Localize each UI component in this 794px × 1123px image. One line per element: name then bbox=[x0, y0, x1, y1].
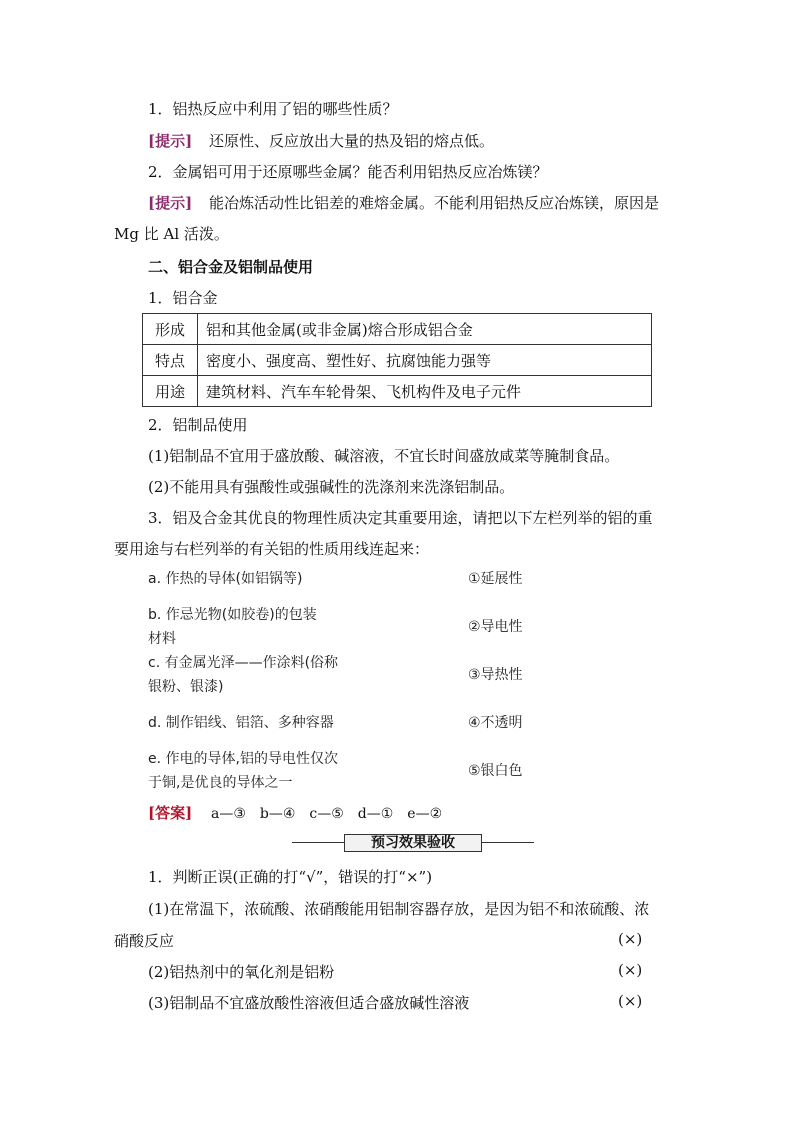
judge-item-2: (2)铝热剂中的氧化剂是铝粉 bbox=[148, 963, 335, 981]
left-item-d: d. 制作铝线、铝箔、多种容器 bbox=[148, 715, 334, 731]
table-row bbox=[143, 314, 652, 345]
judge-mark-3: (×) bbox=[618, 992, 643, 1010]
answer bbox=[148, 802, 442, 823]
right-item-1: ①延展性 bbox=[468, 571, 523, 587]
banner-rule-left bbox=[292, 842, 344, 843]
left-item-e-line2: 于铜,是优良的导体之一 bbox=[148, 775, 293, 791]
right-item-5: ⑤银白色 bbox=[468, 763, 523, 779]
banner-rule-right bbox=[482, 842, 534, 843]
section-heading: 二、铝合金及铝制品使用 bbox=[148, 258, 314, 276]
tip-label: [提示] bbox=[148, 194, 193, 212]
right-item-4: ④不透明 bbox=[468, 715, 523, 731]
tip-label: [提示] bbox=[148, 132, 193, 150]
answer-text: a—③ b—④ c—⑤ d—① e—② bbox=[210, 806, 443, 822]
table-cell-value: 建筑材料、汽车车轮骨架、飞机构件及电子元件 bbox=[198, 376, 652, 407]
left-item-b-line2: 材料 bbox=[148, 631, 176, 647]
usage-2: (2)不能用具有强酸性或强碱性的洗涤剂来洗涤铝制品。 bbox=[148, 478, 515, 496]
right-item-2: ②导电性 bbox=[468, 619, 523, 635]
subheading-usage: 2．铝制品使用 bbox=[148, 416, 248, 434]
judge-title: 1．判断正误(正确的打“√”，错误的打“×”) bbox=[148, 868, 433, 886]
tip-1-text: 还原性、反应放出大量的热及铝的熔点低。 bbox=[208, 132, 494, 150]
judge-item-1-continued: 硝酸反应 bbox=[114, 932, 175, 950]
right-item-3: ③导热性 bbox=[468, 667, 523, 683]
table-cell-key: 用途 bbox=[143, 376, 198, 407]
subheading-alloy: 1．铝合金 bbox=[148, 289, 218, 307]
table-row bbox=[143, 345, 652, 376]
section-banner: 预习效果验收 bbox=[344, 834, 482, 852]
left-item-a: a. 作热的导体(如铝锅等) bbox=[148, 571, 303, 587]
table-cell-value: 密度小、强度高、塑性好、抗腐蚀能力强等 bbox=[198, 345, 652, 376]
left-item-c-line2: 银粉、银漆) bbox=[148, 679, 224, 695]
alloy-table bbox=[142, 313, 652, 407]
question-1: 1．铝热反应中利用了铝的哪些性质？ bbox=[148, 100, 398, 118]
tip-2-text: 能冶炼活动性比铝差的难熔金属。不能利用铝热反应冶炼镁，原因是 bbox=[208, 194, 659, 212]
tip-1 bbox=[148, 130, 494, 151]
table-cell-value: 铝和其他金属(或非金属)熔合形成铝合金 bbox=[198, 314, 652, 345]
left-item-b: b. 作忌光物(如胶卷)的包装 bbox=[148, 607, 317, 623]
left-item-c: c. 有金属光泽——作涂料(俗称 bbox=[148, 655, 339, 671]
judge-item-1: (1)在常温下，浓硫酸、浓硝酸能用铝制容器存放，是因为铝不和浓硫酸、浓 bbox=[148, 900, 650, 918]
tip-2-continued: Mg 比 Al 活泼。 bbox=[114, 225, 229, 243]
judge-mark-1: (×) bbox=[618, 930, 643, 948]
judge-item-3: (3)铝制品不宜盛放酸性溶液但适合盛放碱性溶液 bbox=[148, 994, 470, 1012]
left-item-e: e. 作电的导体,铝的导电性仅次 bbox=[148, 751, 338, 767]
tip-2 bbox=[148, 192, 659, 213]
usage-1: (1)铝制品不宜用于盛放酸、碱溶液，不宜长时间盛放咸菜等腌制食品。 bbox=[148, 447, 620, 465]
table-cell-key: 形成 bbox=[143, 314, 198, 345]
question-3: 3．铝及合金其优良的物理性质决定其重要用途，请把以下左栏列举的铝的重 bbox=[148, 509, 653, 527]
question-2: 2．金属铝可用于还原哪些金属？能否利用铝热反应冶炼镁？ bbox=[148, 163, 548, 181]
table-cell-key: 特点 bbox=[143, 345, 198, 376]
question-3-continued: 要用途与右栏列举的有关铝的性质用线连起来： bbox=[114, 540, 430, 558]
table-row bbox=[143, 376, 652, 407]
answer-label: [答案] bbox=[148, 804, 193, 822]
judge-mark-2: (×) bbox=[618, 961, 643, 979]
